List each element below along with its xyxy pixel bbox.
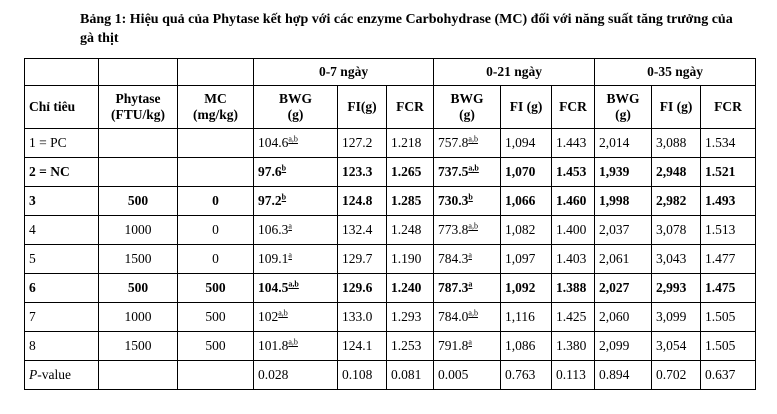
header-fcr-d21: FCR bbox=[552, 86, 595, 129]
bwg-cell-value: 104.6 bbox=[258, 135, 289, 150]
bwg-cell bbox=[434, 274, 501, 303]
fcr-cell-value: 1.380 bbox=[556, 338, 587, 353]
pvalue-fcr-d35: 0.637 bbox=[701, 361, 756, 390]
header-bwg-line2: (g) bbox=[459, 107, 475, 122]
row-label-cell-value: 3 bbox=[29, 193, 36, 208]
header-bwg-d21 bbox=[434, 86, 501, 129]
bwg-cell-value: 784.3 bbox=[438, 251, 469, 266]
pvalue-fi-d7: 0.108 bbox=[338, 361, 387, 390]
fcr-cell-value: 1.240 bbox=[391, 280, 422, 295]
fi-cell-value: 127.2 bbox=[342, 135, 373, 150]
fi-cell-value: 123.3 bbox=[342, 164, 373, 179]
fi-cell bbox=[652, 158, 701, 187]
empty-cell bbox=[99, 59, 178, 86]
bwg-cell-value: 737.5 bbox=[438, 164, 469, 179]
fcr-cell-value: 1.388 bbox=[556, 280, 587, 295]
phytase-cell bbox=[99, 158, 178, 187]
pvalue-row bbox=[25, 361, 756, 390]
bwg-cell-value: 101.8 bbox=[258, 338, 289, 353]
phytase-cell bbox=[99, 274, 178, 303]
fi-cell-value: 1,092 bbox=[505, 280, 536, 295]
data-rows bbox=[25, 129, 756, 361]
fi-cell-value: 3,088 bbox=[656, 135, 687, 150]
row-label-cell bbox=[25, 332, 99, 361]
bwg-cell-value: 757.8 bbox=[438, 135, 469, 150]
row-label-cell bbox=[25, 129, 99, 158]
mc-cell bbox=[178, 129, 254, 158]
fi-cell bbox=[338, 129, 387, 158]
significance-letter: a,b bbox=[288, 279, 299, 289]
results-table bbox=[24, 58, 756, 390]
fi-cell-value: 2,982 bbox=[656, 193, 687, 208]
table-row bbox=[25, 158, 756, 187]
bwg-cell bbox=[595, 332, 652, 361]
row-label-cell-value: 6 bbox=[29, 280, 36, 295]
fcr-cell bbox=[387, 216, 434, 245]
fcr-cell bbox=[701, 216, 756, 245]
bwg-cell-value: 730.3 bbox=[438, 193, 469, 208]
header-bwg-line1: BWG bbox=[450, 91, 484, 106]
bwg-cell-value: 97.2 bbox=[258, 193, 282, 208]
table-row bbox=[25, 245, 756, 274]
header-mc-line2: (mg/kg) bbox=[193, 107, 238, 122]
fcr-cell-value: 1.403 bbox=[556, 251, 587, 266]
fi-cell bbox=[338, 187, 387, 216]
phytase-cell-value: 1500 bbox=[124, 251, 152, 266]
mc-cell-value: 500 bbox=[205, 280, 226, 295]
bwg-cell bbox=[434, 129, 501, 158]
significance-letter: a bbox=[468, 337, 472, 347]
significance-letter: a,b bbox=[288, 337, 298, 347]
fcr-cell-value: 1.285 bbox=[391, 193, 422, 208]
fi-cell bbox=[501, 332, 552, 361]
header-chi-tieu: Chỉ tiêu bbox=[25, 86, 99, 129]
fcr-cell-value: 1.505 bbox=[705, 338, 736, 353]
bwg-cell bbox=[254, 274, 338, 303]
fi-cell bbox=[652, 187, 701, 216]
bwg-cell-value: 106.3 bbox=[258, 222, 289, 237]
fcr-cell-value: 1.248 bbox=[391, 222, 422, 237]
fi-cell bbox=[652, 303, 701, 332]
fcr-cell-value: 1.521 bbox=[705, 164, 736, 179]
empty-cell bbox=[25, 59, 99, 86]
mc-cell-value: 500 bbox=[205, 309, 226, 324]
significance-letter: a,b bbox=[468, 221, 478, 231]
fi-cell bbox=[501, 245, 552, 274]
fcr-cell bbox=[552, 187, 595, 216]
pvalue-bwg-d35: 0.894 bbox=[595, 361, 652, 390]
bwg-cell bbox=[595, 303, 652, 332]
significance-letter: a bbox=[288, 250, 292, 260]
significance-letter: a bbox=[288, 221, 292, 231]
header-fi-d35: FI (g) bbox=[652, 86, 701, 129]
fi-cell bbox=[501, 274, 552, 303]
bwg-cell-value: 102 bbox=[258, 309, 279, 324]
group-header-0-21: 0-21 ngày bbox=[434, 59, 595, 86]
significance-letter: b bbox=[281, 163, 287, 173]
fcr-cell bbox=[701, 187, 756, 216]
pvalue-section bbox=[25, 361, 756, 390]
row-label-cell-value: 7 bbox=[29, 309, 36, 324]
mc-cell bbox=[178, 303, 254, 332]
row-label-cell bbox=[25, 245, 99, 274]
pvalue-fi-d35: 0.702 bbox=[652, 361, 701, 390]
header-bwg-d35 bbox=[595, 86, 652, 129]
fi-cell bbox=[338, 158, 387, 187]
header-fi-d21: FI (g) bbox=[501, 86, 552, 129]
fcr-cell bbox=[701, 129, 756, 158]
fcr-cell-value: 1.425 bbox=[556, 309, 587, 324]
mc-cell-value: 0 bbox=[212, 251, 219, 266]
row-label-cell-value: 8 bbox=[29, 338, 36, 353]
fi-cell-value: 3,043 bbox=[656, 251, 687, 266]
phytase-cell bbox=[99, 216, 178, 245]
fi-cell bbox=[501, 303, 552, 332]
fi-cell bbox=[338, 274, 387, 303]
bwg-cell bbox=[434, 187, 501, 216]
pvalue-label-italic: P bbox=[29, 367, 38, 382]
phytase-cell-value: 1000 bbox=[124, 222, 152, 237]
fcr-cell bbox=[387, 245, 434, 274]
row-label-cell-value: 1 = PC bbox=[29, 135, 67, 150]
row-label-cell bbox=[25, 303, 99, 332]
header-phytase-line1: Phytase bbox=[115, 91, 161, 106]
phytase-cell bbox=[99, 245, 178, 274]
header-mc bbox=[178, 86, 254, 129]
phytase-cell bbox=[99, 332, 178, 361]
fi-cell bbox=[338, 303, 387, 332]
bwg-cell-value: 2,027 bbox=[599, 280, 630, 295]
phytase-cell bbox=[99, 129, 178, 158]
header-phytase-line2: (FTU/kg) bbox=[111, 107, 165, 122]
row-label-cell-value: 4 bbox=[29, 222, 36, 237]
row-label-cell bbox=[25, 187, 99, 216]
fcr-cell-value: 1.253 bbox=[391, 338, 422, 353]
table-caption: Bảng 1: Hiệu quả của Phytase kết hợp với các enzyme Carbohydrase (MC) đối với năng suất tăng trưởng của gà thịt bbox=[80, 12, 733, 46]
fi-cell-value: 1,097 bbox=[505, 251, 536, 266]
fcr-cell-value: 1.443 bbox=[556, 135, 587, 150]
fi-cell bbox=[338, 216, 387, 245]
fi-cell-value: 124.8 bbox=[342, 193, 373, 208]
fi-cell-value: 3,054 bbox=[656, 338, 687, 353]
fcr-cell bbox=[387, 129, 434, 158]
fi-cell-value: 129.7 bbox=[342, 251, 373, 266]
table-row bbox=[25, 303, 756, 332]
fi-cell-value: 124.1 bbox=[342, 338, 373, 353]
empty-cell bbox=[178, 59, 254, 86]
bwg-cell-value: 2,099 bbox=[599, 338, 630, 353]
fcr-cell-value: 1.505 bbox=[705, 309, 736, 324]
fcr-cell-value: 1.293 bbox=[391, 309, 422, 324]
bwg-cell-value: 2,061 bbox=[599, 251, 630, 266]
phytase-cell-value: 500 bbox=[127, 280, 149, 295]
row-label-cell-value: 5 bbox=[29, 251, 36, 266]
header-bwg-d7 bbox=[254, 86, 338, 129]
bwg-cell-value: 109.1 bbox=[258, 251, 289, 266]
fi-cell bbox=[652, 216, 701, 245]
header-fi-d7: FI(g) bbox=[338, 86, 387, 129]
fcr-cell bbox=[701, 245, 756, 274]
fi-cell-value: 2,993 bbox=[656, 280, 687, 295]
fi-cell bbox=[501, 216, 552, 245]
fcr-cell-value: 1.218 bbox=[391, 135, 422, 150]
table-row bbox=[25, 274, 756, 303]
fcr-cell bbox=[552, 274, 595, 303]
header-bwg-line2: (g) bbox=[287, 107, 304, 122]
fcr-cell-value: 1.265 bbox=[391, 164, 422, 179]
mc-cell bbox=[178, 245, 254, 274]
significance-letter: a bbox=[468, 250, 472, 260]
fi-cell bbox=[338, 332, 387, 361]
bwg-cell bbox=[595, 158, 652, 187]
pvalue-fcr-d21: 0.113 bbox=[552, 361, 595, 390]
bwg-cell bbox=[595, 129, 652, 158]
pvalue-label bbox=[25, 361, 99, 390]
phytase-cell bbox=[99, 187, 178, 216]
bwg-cell-value: 1,939 bbox=[599, 164, 630, 179]
header-bwg-line1: BWG bbox=[606, 91, 640, 106]
fcr-cell-value: 1.513 bbox=[705, 222, 736, 237]
bwg-cell bbox=[434, 332, 501, 361]
bwg-cell bbox=[254, 216, 338, 245]
fcr-cell bbox=[387, 303, 434, 332]
fi-cell-value: 1,066 bbox=[505, 193, 536, 208]
fi-cell-value: 1,082 bbox=[505, 222, 536, 237]
fi-cell-value: 3,078 bbox=[656, 222, 687, 237]
fi-cell-value: 132.4 bbox=[342, 222, 373, 237]
phytase-cell bbox=[99, 303, 178, 332]
bwg-cell bbox=[254, 245, 338, 274]
header-fcr-d35: FCR bbox=[701, 86, 756, 129]
phytase-cell-value: 1500 bbox=[124, 338, 152, 353]
fcr-cell-value: 1.453 bbox=[556, 164, 587, 179]
fi-cell-value: 1,116 bbox=[505, 309, 535, 324]
fcr-cell-value: 1.460 bbox=[556, 193, 587, 208]
fi-cell bbox=[501, 129, 552, 158]
mc-cell bbox=[178, 158, 254, 187]
significance-letter: a,b bbox=[468, 308, 478, 318]
significance-letter: a bbox=[468, 279, 473, 289]
fcr-cell-value: 1.477 bbox=[705, 251, 736, 266]
column-header-row bbox=[25, 86, 756, 129]
fcr-cell bbox=[701, 274, 756, 303]
bwg-cell bbox=[254, 187, 338, 216]
fi-cell bbox=[652, 245, 701, 274]
fcr-cell bbox=[387, 332, 434, 361]
bwg-cell bbox=[254, 303, 338, 332]
fcr-cell bbox=[552, 303, 595, 332]
fcr-cell bbox=[387, 187, 434, 216]
pvalue-bwg-d21: 0.005 bbox=[434, 361, 501, 390]
mc-cell-value: 0 bbox=[212, 222, 219, 237]
bwg-cell bbox=[434, 216, 501, 245]
bwg-cell-value: 104.5 bbox=[258, 280, 289, 295]
fi-cell bbox=[652, 274, 701, 303]
fcr-cell-value: 1.190 bbox=[391, 251, 422, 266]
significance-letter: b bbox=[468, 192, 473, 202]
fcr-cell bbox=[552, 245, 595, 274]
fi-cell-value: 1,070 bbox=[505, 164, 536, 179]
group-header-0-35: 0-35 ngày bbox=[595, 59, 756, 86]
phytase-cell-value: 1000 bbox=[124, 309, 152, 324]
bwg-cell bbox=[595, 245, 652, 274]
bwg-cell-value: 2,037 bbox=[599, 222, 630, 237]
mc-cell bbox=[178, 187, 254, 216]
row-label-cell bbox=[25, 158, 99, 187]
bwg-cell bbox=[595, 216, 652, 245]
fi-cell-value: 1,086 bbox=[505, 338, 536, 353]
table-row bbox=[25, 332, 756, 361]
header-phytase bbox=[99, 86, 178, 129]
table-row bbox=[25, 187, 756, 216]
mc-cell bbox=[178, 216, 254, 245]
fcr-cell-value: 1.475 bbox=[705, 280, 736, 295]
fcr-cell bbox=[387, 158, 434, 187]
fcr-cell bbox=[387, 274, 434, 303]
bwg-cell-value: 2,014 bbox=[599, 135, 630, 150]
header-fcr-d7: FCR bbox=[387, 86, 434, 129]
fi-cell bbox=[501, 158, 552, 187]
fi-cell-value: 1,094 bbox=[505, 135, 536, 150]
fcr-cell bbox=[552, 129, 595, 158]
significance-letter: a,b bbox=[468, 134, 478, 144]
pvalue-bwg-d7: 0.028 bbox=[254, 361, 338, 390]
phytase-cell-value: 500 bbox=[127, 193, 149, 208]
fcr-cell-value: 1.493 bbox=[705, 193, 736, 208]
significance-letter: a,b bbox=[288, 134, 298, 144]
row-label-cell bbox=[25, 216, 99, 245]
fcr-cell-value: 1.400 bbox=[556, 222, 587, 237]
bwg-cell bbox=[254, 332, 338, 361]
empty-cell bbox=[99, 361, 178, 390]
fcr-cell-value: 1.534 bbox=[705, 135, 736, 150]
pvalue-fcr-d7: 0.081 bbox=[387, 361, 434, 390]
bwg-cell-value: 773.8 bbox=[438, 222, 469, 237]
table-row bbox=[25, 216, 756, 245]
bwg-cell-value: 791.8 bbox=[438, 338, 469, 353]
mc-cell-value: 500 bbox=[205, 338, 226, 353]
bwg-cell-value: 784.0 bbox=[438, 309, 469, 324]
mc-cell bbox=[178, 332, 254, 361]
bwg-cell bbox=[595, 274, 652, 303]
header-bwg-line2: (g) bbox=[615, 107, 631, 122]
fi-cell bbox=[338, 245, 387, 274]
bwg-cell bbox=[434, 245, 501, 274]
bwg-cell bbox=[595, 187, 652, 216]
fcr-cell bbox=[552, 216, 595, 245]
mc-cell-value: 0 bbox=[212, 193, 219, 208]
fi-cell-value: 133.0 bbox=[342, 309, 373, 324]
pvalue-fi-d21: 0.763 bbox=[501, 361, 552, 390]
significance-letter: b bbox=[281, 192, 287, 202]
fcr-cell bbox=[701, 332, 756, 361]
fcr-cell bbox=[701, 303, 756, 332]
bwg-cell-value: 97.6 bbox=[258, 164, 282, 179]
bwg-cell bbox=[254, 129, 338, 158]
fi-cell bbox=[501, 187, 552, 216]
fi-cell bbox=[652, 129, 701, 158]
fi-cell-value: 2,948 bbox=[656, 164, 687, 179]
fi-cell bbox=[652, 332, 701, 361]
table-body bbox=[25, 59, 756, 129]
bwg-cell-value: 787.3 bbox=[438, 280, 469, 295]
significance-letter: a,b bbox=[468, 163, 479, 173]
empty-cell bbox=[178, 361, 254, 390]
bwg-cell-value: 1,998 bbox=[599, 193, 630, 208]
fi-cell-value: 129.6 bbox=[342, 280, 373, 295]
fcr-cell bbox=[552, 158, 595, 187]
significance-letter: a,b bbox=[278, 308, 288, 318]
group-header-row bbox=[25, 59, 756, 86]
fi-cell-value: 3,099 bbox=[656, 309, 687, 324]
bwg-cell-value: 2,060 bbox=[599, 309, 630, 324]
fcr-cell bbox=[701, 158, 756, 187]
bwg-cell bbox=[434, 303, 501, 332]
table-row bbox=[25, 129, 756, 158]
group-header-0-7: 0-7 ngày bbox=[254, 59, 434, 86]
fcr-cell bbox=[552, 332, 595, 361]
pvalue-label-rest: -value bbox=[37, 367, 71, 382]
row-label-cell bbox=[25, 274, 99, 303]
header-bwg-line1: BWG bbox=[278, 91, 312, 106]
row-label-cell-value: 2 = NC bbox=[29, 164, 70, 179]
mc-cell bbox=[178, 274, 254, 303]
header-mc-line1: MC bbox=[204, 91, 227, 106]
bwg-cell bbox=[434, 158, 501, 187]
bwg-cell bbox=[254, 158, 338, 187]
